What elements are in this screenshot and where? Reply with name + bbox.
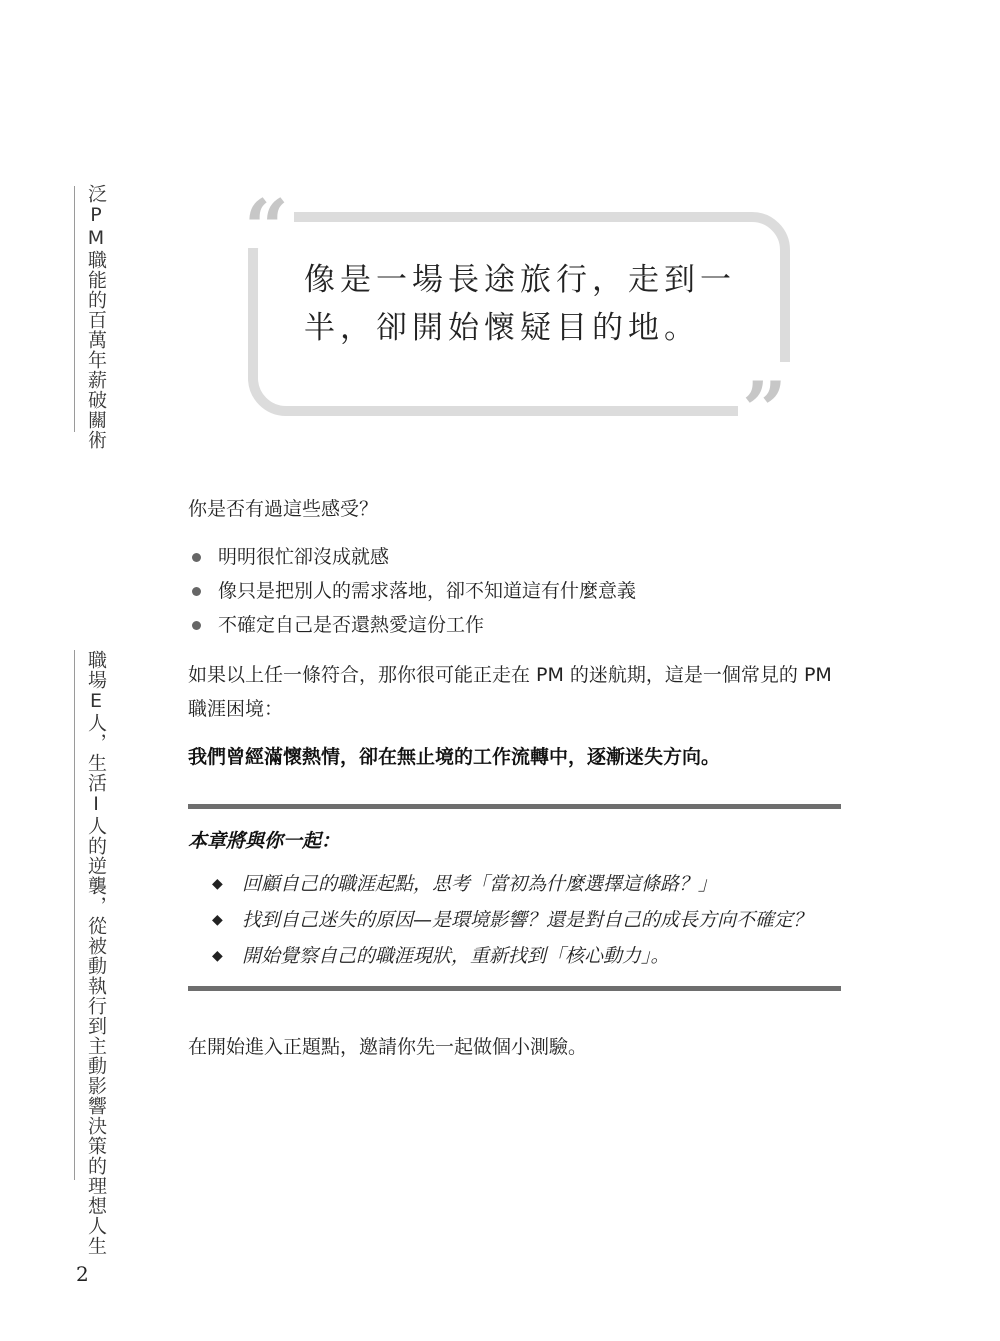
open-quote-icon: “ [244,183,289,274]
book-subtitle: 職場E人，生活I人的逆襲，從被動執行到主動影響決策的理想人生 [85,650,107,1256]
goals-rule-top [188,804,841,809]
diamond-bullet-icon: ◆ [212,876,223,892]
list-item-text: 明明很忙卻沒成就感 [218,546,390,568]
list-item [212,938,852,974]
list-item-text: 不確定自己是否還熱愛這份工作 [218,614,485,636]
list-item [188,608,848,642]
highlight-sentence: 我們曾經滿懷熱情，卻在無止境的工作流轉中，逐漸迷失方向。 [188,746,721,768]
goals-rule-bottom [188,986,841,991]
list-item [212,902,852,938]
diamond-bullet-icon: ◆ [212,912,223,928]
bullet-dot-icon [192,587,201,596]
close-quote-icon: ” [742,365,787,456]
goal-text: 找到自己迷失的原因—是環境影響？還是對自己的成長方向不確定？ [242,909,813,931]
running-title-rule-bottom [74,650,75,1180]
closing-paragraph: 在開始進入正題點，邀請你先一起做個小測驗。 [188,1036,588,1058]
bullet-dot-icon [192,553,201,562]
body-paragraph: 如果以上任一條符合，那你很可能正走在 PM 的迷航期，這是一個常見的 PM 職涯困境： [188,664,832,720]
intro-question: 你是否有過這些感受？ [188,498,379,520]
list-item [188,540,848,574]
book-title: 泛PM職能的百萬年薪破關術 [85,184,107,450]
goal-text: 開始覺察自己的職涯現狀，重新找到「核心動力」。 [242,945,670,967]
bullet-dot-icon [192,621,201,630]
goals-heading: 本章將與你一起： [188,830,341,852]
page-number: 2 [76,1262,89,1286]
feelings-list [188,540,848,642]
list-item [212,866,852,902]
diamond-bullet-icon: ◆ [212,948,223,964]
running-title-rule-top [74,186,75,432]
list-item [188,574,848,608]
goal-text: 回顧自己的職涯起點，思考「當初為什麼選擇這條路？」 [242,873,718,895]
list-item-text: 像只是把別人的需求落地，卻不知道這有什麼意義 [218,580,637,602]
pull-quote-text: 像是一場長途旅行，走到一半，卻開始懷疑目的地。 [304,262,736,346]
chapter-goals-list [212,866,852,974]
